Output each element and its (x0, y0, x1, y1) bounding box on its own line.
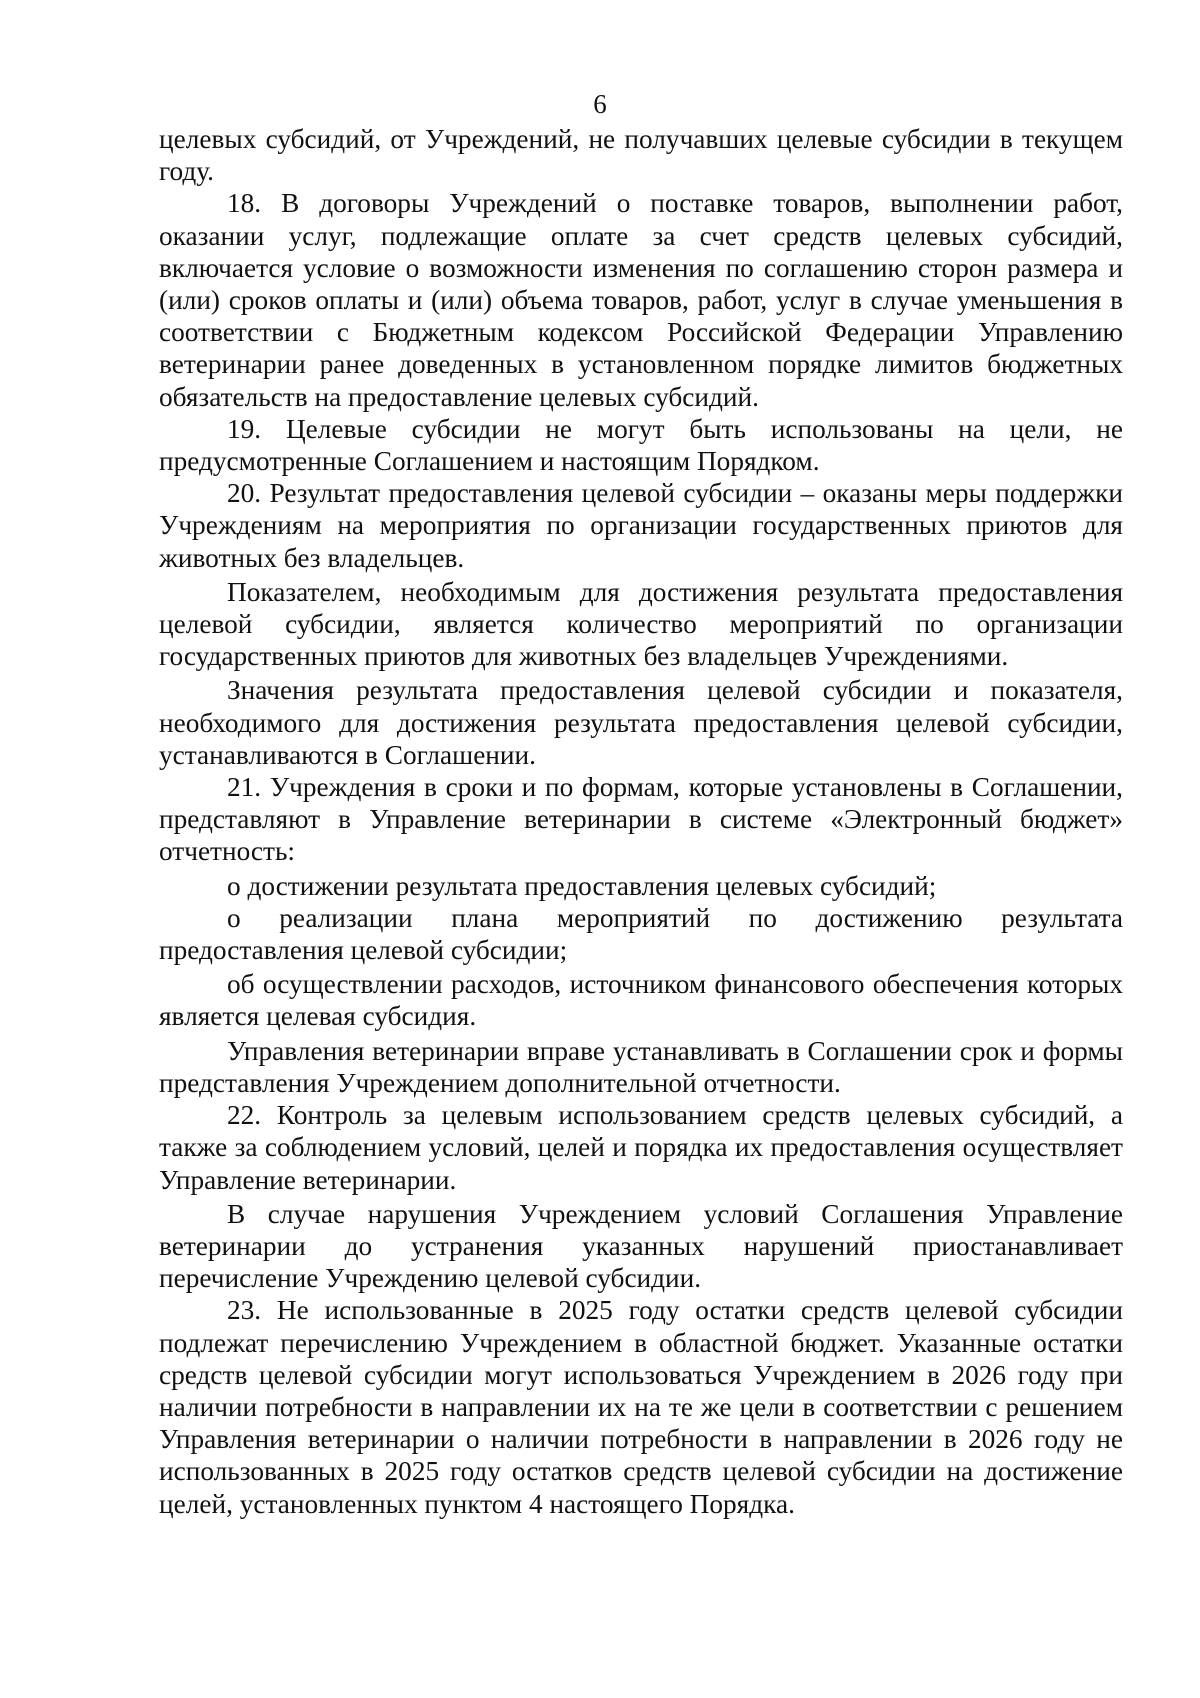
paragraph-item-21: 21. Учреждения в сроки и по формам, которые установлены в Соглашении, представляют в Управление ветеринарии в системе «Электронный бюджет» отчетность: (159, 772, 1123, 867)
paragraph-item-23: 23. Не использованные в 2025 году остатки средств целевой субсидии подлежат перечислению Учреждением в областной бюджет. Указанные остатки средств целевой субсидии могут использоваться Учреждением в 2026 году при наличии потребности в направлении их на те же цели в соответствии с решением Управления ветеринарии о наличии потребности в направлении в 2026 году не использованных в 2025 году остатков средств целевой субсидии на достижение целей, установленных пунктом 4 настоящего Порядка. (159, 1295, 1123, 1519)
paragraph-item-19: 19. Целевые субсидии не могут быть использованы на цели, не предусмотренные Соглашением и настоящим Порядком. (159, 413, 1123, 477)
paragraph-continuation: целевых субсидий, от Учреждений, не получавших целевые субсидии в текущем году. (159, 124, 1123, 187)
paragraph-item-18: 18. В договоры Учреждений о поставке товаров, выполнении работ, оказании услуг, подлежащие оплате за счет средств целевых субсидий, включается условие о возможности изменения по соглашению сторон размера и (или) сроков оплаты и (или) объема товаров, работ, услуг в случае уменьшения в соответствии с Бюджетным кодексом Российской Федерации Управлению ветеринарии ранее доведенных в установленном порядке лимитов бюджетных обязательств на предоставление целевых субсидий. (159, 188, 1123, 412)
paragraph-violation: В случае нарушения Учреждением условий Соглашения Управление ветеринарии до устранения указанных нарушений приостанавливает перечисление Учреждению целевой субсидии. (159, 1198, 1123, 1294)
paragraph-report-result: о достижении результата предоставления целевых субсидий; (227, 870, 937, 901)
paragraph-item-22: 22. Контроль за целевым использованием средств целевых субсидий, а также за соблюдением условий, целей и порядка их предоставления осуществляет Управление ветеринарии. (159, 1100, 1123, 1195)
paragraph-report-expenses: об осуществлении расходов, источником финансового обеспечения которых является целевая субсидия. (159, 969, 1123, 1032)
paragraph-indicator-values: Значения результата предоставления целевой субсидии и показателя, необходимого для достижения результата предоставления целевой субсидии, устанавливаются в Соглашении. (159, 675, 1123, 770)
paragraph-report-plan: о реализации плана мероприятий по достижению результата предоставления целевой субсидии; (159, 902, 1123, 966)
document-body (159, 123, 1123, 1520)
paragraph-indicator: Показателем, необходимым для достижения результата предоставления целевой субсидии, является количество мероприятий по организации государственных приютов для животных без владельцев Учреждениями. (159, 576, 1123, 672)
page-number: 6 (593, 89, 607, 119)
paragraph-item-20: 20. Результат предоставления целевой субсидии – оказаны меры поддержки Учреждениям на мероприятия по организации государственных приютов для животных без владельцев. (159, 478, 1123, 573)
paragraph-additional-reporting: Управления ветеринарии вправе устанавливать в Соглашении срок и формы представления Учреждением дополнительной отчетности. (159, 1035, 1123, 1098)
